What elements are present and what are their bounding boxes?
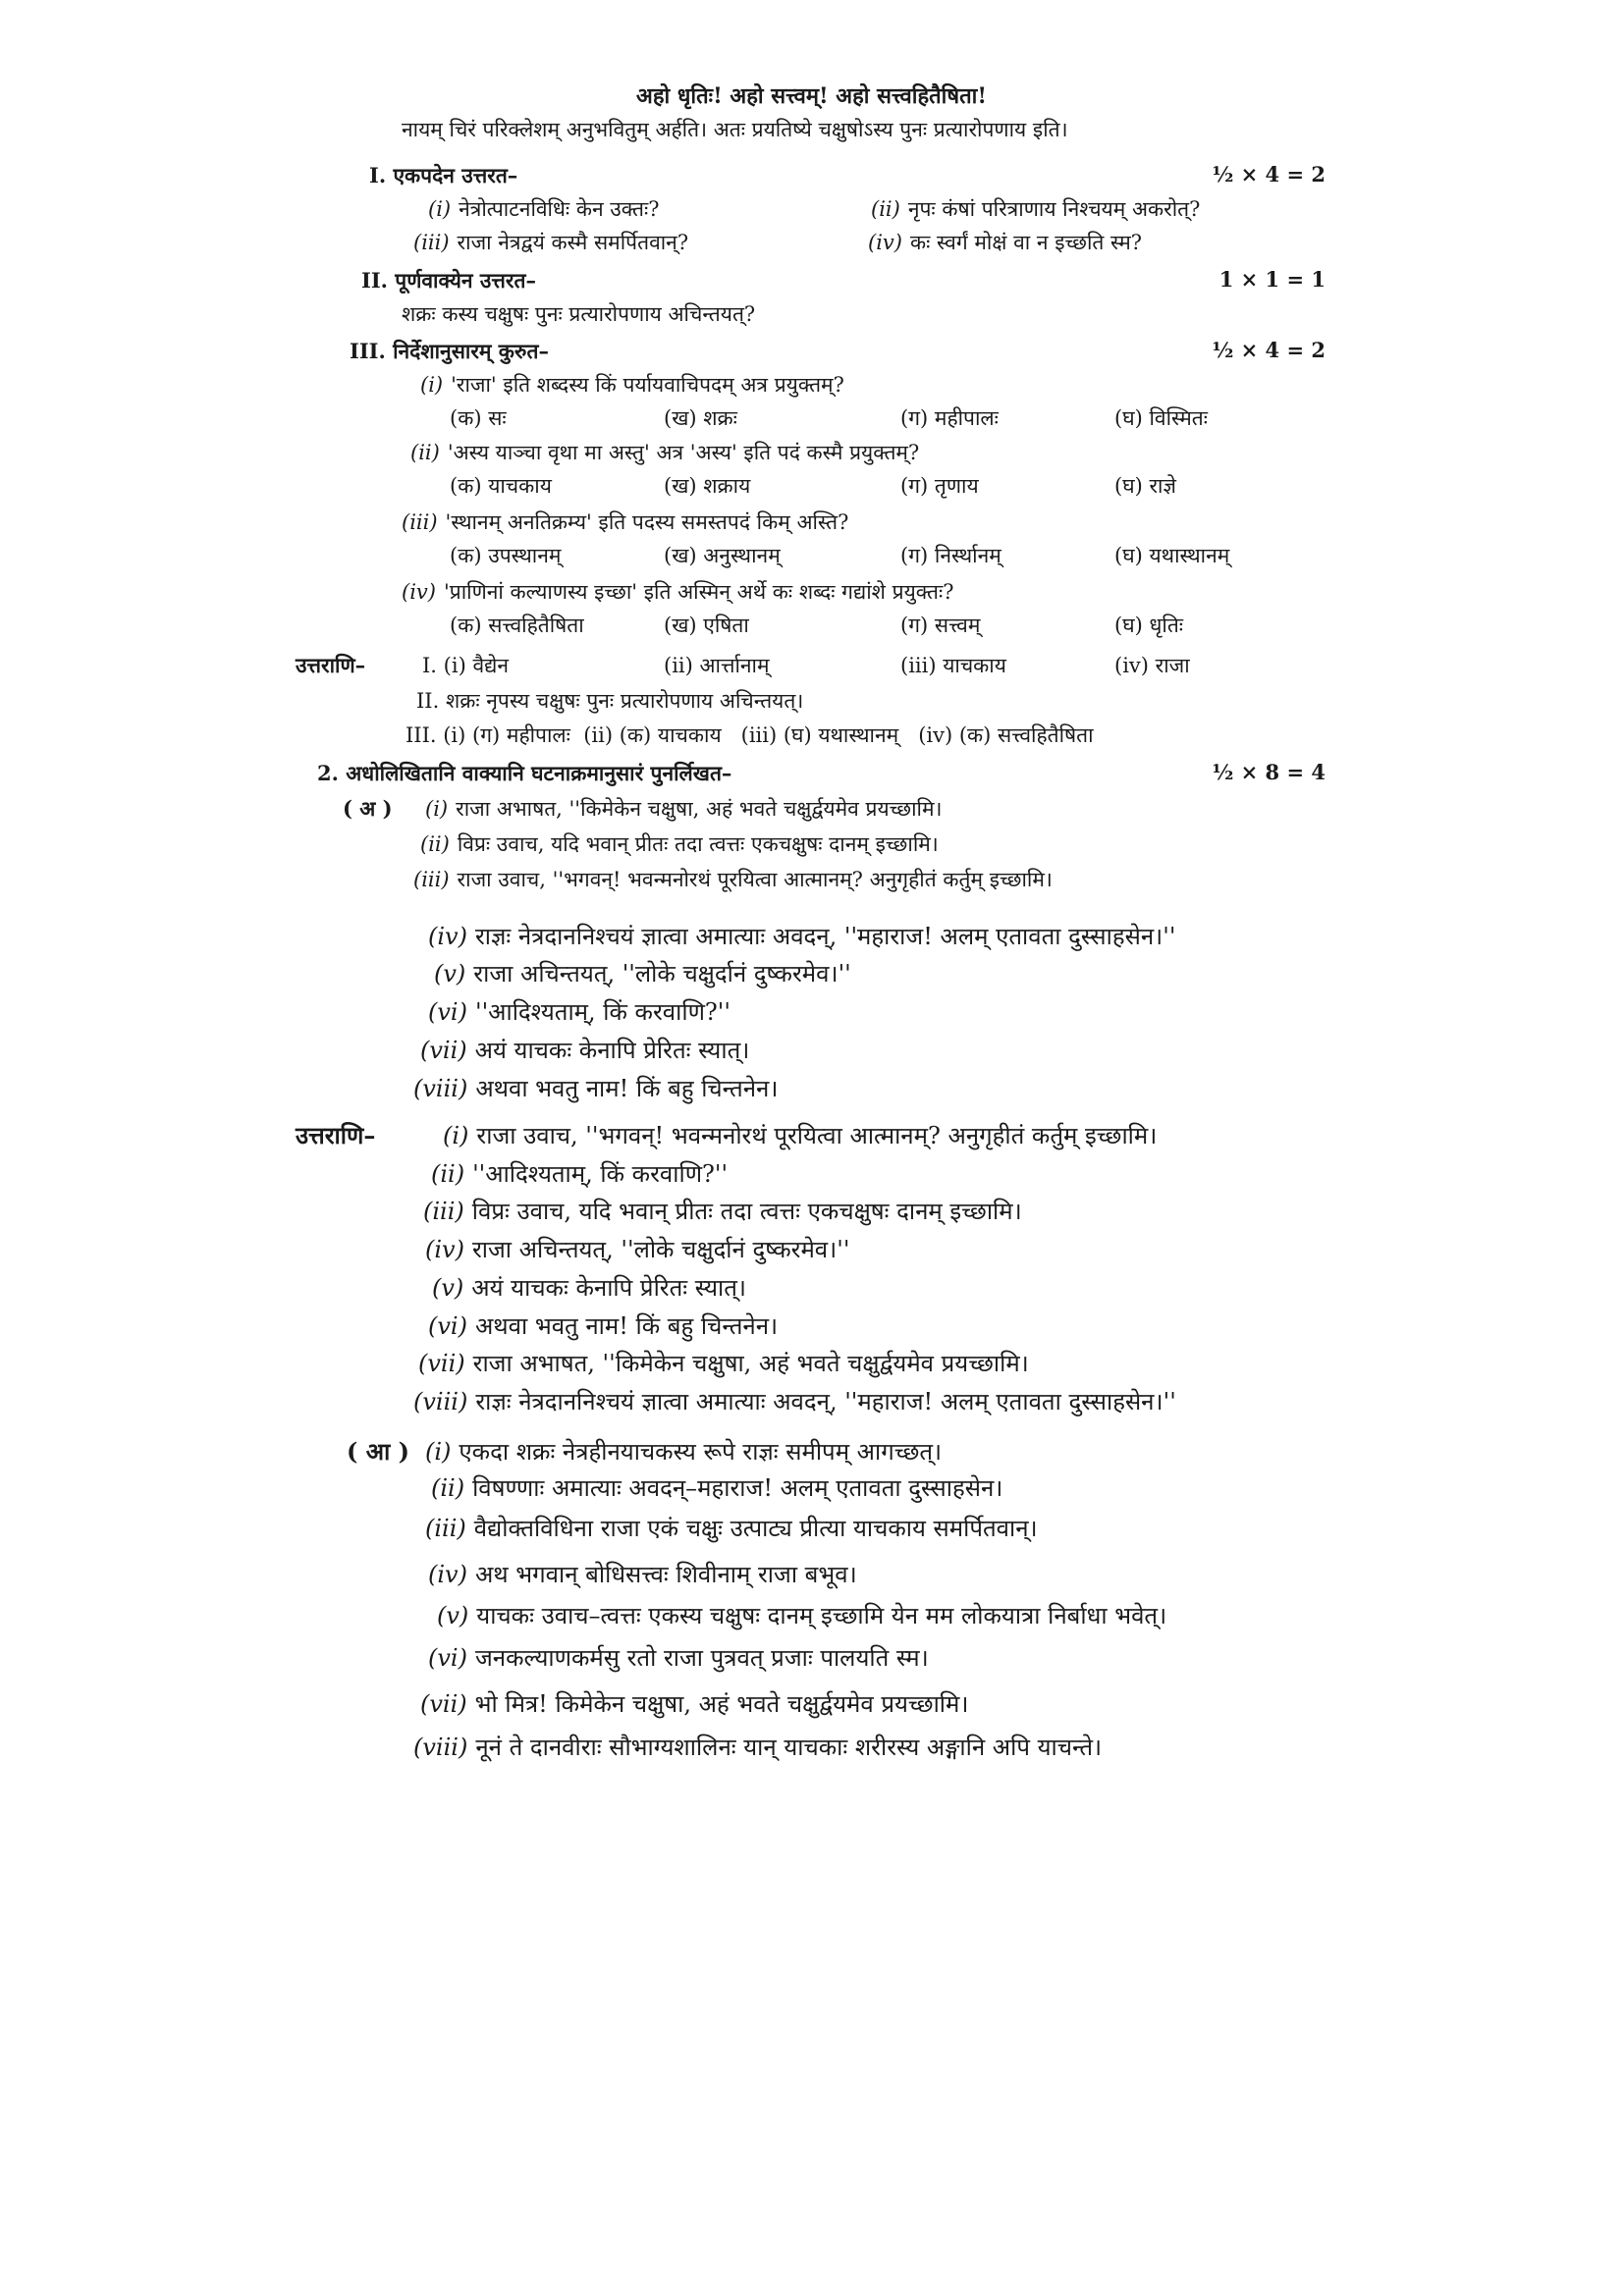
answer-option: (घ) राज्ञे bbox=[1114, 474, 1176, 498]
item-text: विप्रः उवाच, यदि भवान् प्रीतः तदा त्वत्तः एकचक्षुषः दानम् इच्छामि। bbox=[457, 832, 939, 856]
item-text: राजा उवाच, ''भगवन्! भवन्मनोरथं पूरयित्वा आत्मानम्? अनुगृहीतं कर्तुम् इच्छामि। bbox=[476, 1122, 1158, 1149]
list-item bbox=[431, 1472, 1002, 1504]
item-text: अथवा भवतु नाम! किं बहु चिन्तनेन। bbox=[475, 1075, 779, 1102]
item-text: अयं याचकः केनापि प्रेरितः स्यात्। bbox=[471, 1274, 747, 1302]
list-item bbox=[420, 830, 939, 858]
item-text: राजा उवाच, ''भगवन्! भवन्मनोरथं पूरयित्वा आत्मानम्? अनुगृहीतं कर्तुम् इच्छामि। bbox=[457, 868, 1053, 891]
item-text: राजा अचिन्तयत्, ''लोके चक्षुर्दानं दुष्करमेव।'' bbox=[473, 960, 851, 988]
answer-option: (ख) शक्रः bbox=[664, 406, 737, 430]
item-text: याचकः उवाच–त्वत्तः एकस्य चक्षुषः दानम् इच्छामि येन मम लोकयात्रा निर्बाधा भवेत्। bbox=[476, 1602, 1167, 1629]
q4-heading: 2. अधोलिखितानि वाक्यानि घटनाक्रमानुसारं पुनर्लिखत– bbox=[317, 761, 732, 785]
list-item bbox=[410, 439, 919, 466]
item-number: (ii) bbox=[431, 1474, 465, 1502]
item-text: जनकल्याणकर्मसु रतो राजा पुत्रवत् प्रजाः पालयति स्म। bbox=[474, 1644, 929, 1672]
item-text: अथ भगवान् बोधिसत्त्वः शिवीनाम् राजा बभूव। bbox=[474, 1561, 857, 1588]
q3-marks: ½ × 4 = 2 bbox=[1212, 338, 1325, 362]
list-item bbox=[443, 1120, 1157, 1151]
q2-heading: II. पूर्णवाक्येन उत्तरत– bbox=[361, 268, 536, 293]
item-text: भो मित्र! किमेकेन चक्षुषा, अहं भवते चक्षुर्द्वयमेव प्रयच्छामि। bbox=[474, 1690, 969, 1718]
answers-heading: उत्तराणि– bbox=[296, 653, 366, 677]
item-text: 'स्थानम् अनतिक्रम्य' इति पदस्य समस्तपदं किम् अस्ति? bbox=[445, 510, 849, 534]
q1-item: (ii) नृपः कंषां परित्राणाय निश्चयम् अकरोत्? bbox=[871, 197, 1201, 221]
answer-option: (घ) धृतिः bbox=[1114, 614, 1184, 637]
item-number: (vi) bbox=[428, 998, 467, 1026]
q2-text: शक्रः कस्य चक्षुषः पुनः प्रत्यारोपणाय अचिन्तयत्? bbox=[402, 302, 756, 326]
list-item bbox=[413, 1073, 778, 1104]
list-item bbox=[434, 958, 851, 989]
item-text: ''आदिश्यताम्, किं करवाणि?'' bbox=[472, 1160, 729, 1188]
item-number: (iii) bbox=[402, 510, 438, 534]
item-text: अथवा भवतु नाम! किं बहु चिन्तनेन। bbox=[474, 1312, 779, 1340]
item-text: 'प्राणिनां कल्याणस्य इच्छा' इति अस्मिन् अर्थे कः शब्दः गद्यांशे प्रयुक्तः? bbox=[443, 580, 954, 604]
item-text: अयं याचकः केनापि प्रेरितः स्यात्। bbox=[474, 1037, 750, 1064]
list-item bbox=[428, 1310, 778, 1342]
item-number: (ii) bbox=[420, 832, 450, 856]
item-number: (iv) bbox=[428, 923, 467, 950]
item-number: (i) bbox=[425, 797, 449, 821]
list-item bbox=[423, 1196, 1022, 1227]
answers-heading-2: उत्तराणि– bbox=[296, 1121, 376, 1149]
list-item bbox=[428, 1642, 929, 1674]
answer-I-item: (iii) याचकाय bbox=[900, 654, 1006, 677]
item-text: राज्ञः नेत्रदाननिश्चयं ज्ञात्वा अमात्याः अवदन्, ''महाराज! अलम् एतावता दुस्साहसेन।'' bbox=[474, 923, 1176, 950]
answer-option: (ख) एषिता bbox=[664, 614, 749, 637]
list-item bbox=[428, 921, 1175, 952]
passage-intro: नायम् चिरं परिक्लेशम् अनुभवितुम् अर्हति। अतः प्रयतिष्ये चक्षुषोऽस्य पुनः प्रत्यारोपणाय इति। bbox=[402, 118, 1068, 141]
item-number: (i) bbox=[443, 1122, 469, 1149]
q1-item: (iv) कः स्वर्गं मोक्षं वा न इच्छति स्म? bbox=[868, 231, 1143, 254]
list-item bbox=[413, 866, 1053, 893]
item-number: (vi) bbox=[428, 1312, 467, 1340]
item-number: (ii) bbox=[410, 441, 440, 464]
item-number: (iii) bbox=[425, 1515, 466, 1542]
answer-option: (क) याचकाय bbox=[450, 474, 552, 498]
list-item bbox=[428, 996, 730, 1028]
q1-item: (i) नेत्रोत्पाटनविधिः केन उक्तः? bbox=[428, 197, 660, 221]
item-number: (viii) bbox=[413, 1388, 468, 1415]
answer-option: (क) सत्त्वहितैषिता bbox=[450, 614, 584, 637]
item-number: (i) bbox=[425, 1438, 452, 1466]
item-number: (iv) bbox=[425, 1236, 464, 1263]
section-a-label: ( अ ) bbox=[343, 796, 393, 821]
item-text: वैद्योक्तविधिना राजा एकं चक्षुः उत्पाट्य प्रीत्या याचकाय समर्पितवान्। bbox=[473, 1515, 1038, 1542]
item-number: (vii) bbox=[418, 1350, 465, 1377]
list-item bbox=[420, 1035, 749, 1066]
item-number: (vii) bbox=[420, 1690, 467, 1718]
list-item bbox=[425, 1513, 1038, 1544]
item-number: (iii) bbox=[413, 868, 450, 891]
list-item bbox=[413, 1386, 1176, 1417]
answer-option: (घ) यथास्थानम् bbox=[1114, 544, 1230, 567]
list-item bbox=[420, 1688, 968, 1720]
list-item bbox=[413, 1732, 1102, 1763]
item-number: (viii) bbox=[413, 1734, 468, 1761]
answer-option: (क) सः bbox=[450, 406, 507, 430]
item-text: राज्ञः नेत्रदाननिश्चयं ज्ञात्वा अमात्याः अवदन्, ''महाराज! अलम् एतावता दुस्साहसेन।'' bbox=[475, 1388, 1176, 1415]
answer-III: III. (i) (ग) महीपालः (ii) (क) याचकाय (iii) (घ) यथास्थानम् (iv) (क) सत्त्वहितैषिता bbox=[406, 723, 1094, 747]
section-b-label: ( आ ) bbox=[347, 1437, 409, 1466]
item-number: (v) bbox=[434, 960, 466, 988]
item-text: राजा अभाषत, ''किमेकेन चक्षुषा, अहं भवते चक्षुर्द्वयमेव प्रयच्छामि। bbox=[472, 1350, 1029, 1377]
item-text: नूनं ते दानवीराः सौभाग्यशालिनः यान् याचकाः शरीरस्य अङ्गानि अपि याचन्ते। bbox=[475, 1734, 1103, 1761]
answer-option: (क) उपस्थानम् bbox=[450, 544, 562, 567]
list-item bbox=[402, 578, 953, 606]
list-item bbox=[437, 1600, 1166, 1631]
list-item bbox=[428, 1559, 857, 1590]
answer-II: II. शक्रः नृपस्य चक्षुषः पुनः प्रत्यारोपणाय अचिन्तयत्। bbox=[416, 689, 804, 713]
answer-I: I. (i) वैद्येन bbox=[422, 654, 510, 677]
q3-heading: III. निर्देशानुसारम् कुरुत– bbox=[350, 339, 549, 363]
list-item bbox=[425, 1234, 849, 1265]
answer-option: (ग) सत्त्वम् bbox=[900, 614, 981, 637]
answer-option: (ख) शक्राय bbox=[664, 474, 751, 498]
list-item bbox=[425, 795, 942, 823]
item-number: (vii) bbox=[420, 1037, 467, 1064]
answer-I-item: (ii) आर्त्तानाम् bbox=[664, 654, 770, 677]
passage-title: अहो धृतिः! अहो सत्त्वम्! अहो सत्त्वहितैषिता! bbox=[636, 83, 987, 109]
list-item bbox=[432, 1272, 746, 1304]
item-text: राजा अचिन्तयत्, ''लोके चक्षुर्दानं दुष्करमेव।'' bbox=[471, 1236, 850, 1263]
answer-option: (ग) तृणाय bbox=[900, 474, 979, 498]
list-item bbox=[425, 1436, 942, 1468]
item-number: (v) bbox=[432, 1274, 464, 1302]
answer-option: (ग) महीपालः bbox=[900, 406, 999, 430]
item-number: (iii) bbox=[423, 1198, 464, 1225]
item-text: एकदा शक्रः नेत्रहीनयाचकस्य रूपे राज्ञः समीपम् आगच्छत्। bbox=[459, 1438, 943, 1466]
item-text: राजा अभाषत, ''किमेकेन चक्षुषा, अहं भवते चक्षुर्द्वयमेव प्रयच्छामि। bbox=[456, 797, 943, 821]
q4-marks: ½ × 8 = 4 bbox=[1212, 760, 1325, 784]
list-item bbox=[418, 1348, 1029, 1379]
q1-item: (iii) राजा नेत्रद्वयं कस्मै समर्पितवान्? bbox=[413, 231, 689, 254]
item-number: (ii) bbox=[431, 1160, 465, 1188]
answer-option: (ग) निर्स्थानम् bbox=[900, 544, 1001, 567]
q2-marks: 1 × 1 = 1 bbox=[1218, 267, 1325, 292]
item-text: ''आदिश्यताम्, किं करवाणि?'' bbox=[474, 998, 730, 1026]
list-item bbox=[420, 371, 844, 399]
item-number: (iv) bbox=[402, 580, 436, 604]
item-number: (i) bbox=[420, 373, 444, 397]
answer-option: (ख) अनुस्थानम् bbox=[664, 544, 781, 567]
item-text: 'राजा' इति शब्दस्य किं पर्यायवाचिपदम् अत्र प्रयुक्तम्? bbox=[451, 373, 844, 397]
answer-option: (घ) विस्मितः bbox=[1114, 406, 1208, 430]
item-number: (viii) bbox=[413, 1075, 468, 1102]
item-text: विप्रः उवाच, यदि भवान् प्रीतः तदा त्वत्तः एकचक्षुषः दानम् इच्छामि। bbox=[471, 1198, 1022, 1225]
item-text: विषण्णाः अमात्याः अवदन्–महाराज! अलम् एतावता दुस्साहसेन। bbox=[472, 1474, 1003, 1502]
item-text: 'अस्य याञ्चा वृथा मा अस्तु' अत्र 'अस्य' इति पदं कस्मै प्रयुक्तम्? bbox=[447, 441, 920, 464]
item-number: (iv) bbox=[428, 1561, 467, 1588]
q1-heading: I. एकपदेन उत्तरत– bbox=[369, 163, 518, 187]
q1-marks: ½ × 4 = 2 bbox=[1212, 162, 1325, 187]
item-number: (v) bbox=[437, 1602, 469, 1629]
list-item bbox=[402, 508, 848, 536]
item-number: (vi) bbox=[428, 1644, 467, 1672]
list-item bbox=[431, 1158, 728, 1190]
answer-I-item: (iv) राजा bbox=[1114, 654, 1190, 677]
